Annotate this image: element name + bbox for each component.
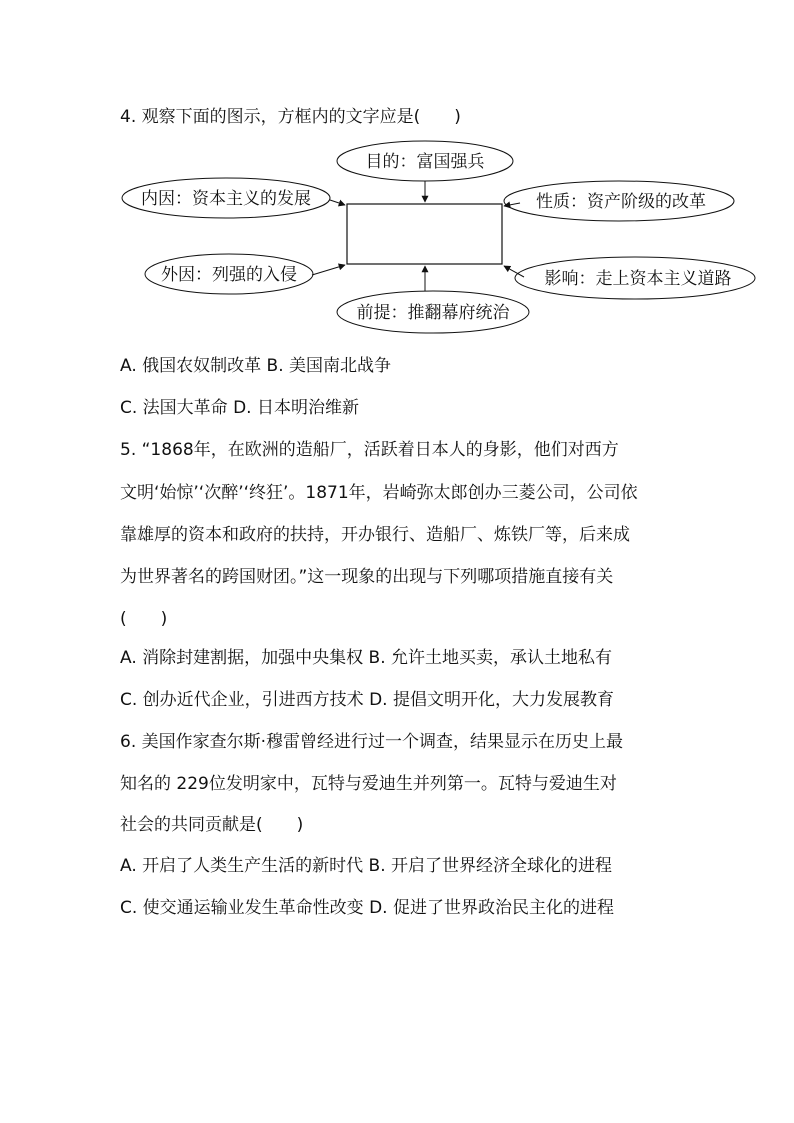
q5-stem-line-1: 5. “1868年，在欧洲的造船厂，活跃着日本人的身影，他们对西方 xyxy=(120,440,619,460)
q6-options-cd: C. 使交通运输业发生革命性改变 D. 促进了世界政治民主化的进程 xyxy=(120,898,614,918)
q4-stem: 4. 观察下面的图示，方框内的文字应是( ) xyxy=(120,107,461,127)
ellipse-nature xyxy=(504,181,734,221)
ellipse-purpose xyxy=(337,141,513,181)
ellipse-internal-cause xyxy=(122,178,330,218)
arrow-internal-cause xyxy=(330,200,345,205)
q6-options-ab: A. 开启了人类生产生活的新时代 B. 开启了世界经济全球化的进程 xyxy=(120,856,613,876)
label-precondition: 前提：推翻幕府统治 xyxy=(356,303,510,323)
label-internal-cause: 内因：资本主义的发展 xyxy=(141,189,311,209)
ellipse-precondition xyxy=(337,291,529,333)
ellipse-external-cause xyxy=(145,254,313,294)
q5-stem-line-2: 文明‘始惊’‘次醉’‘终狂’。1871年，岩崎弥太郎创办三菱公司，公司依 xyxy=(120,483,638,503)
q6-stem-line-2: 知名的 229位发明家中，瓦特与爱迪生并列第一。瓦特与爱迪生对 xyxy=(120,774,617,794)
q5-stem-line-4: 为世界著名的跨国财团。”这一现象的出现与下列哪项措施直接有关 xyxy=(120,567,614,587)
arrow-external-cause xyxy=(312,265,345,275)
arrow-influence xyxy=(504,266,524,277)
q4-options-cd: C. 法国大革命 D. 日本明治维新 xyxy=(120,398,359,418)
q4-options-ab: A. 俄国农奴制改革 B. 美国南北战争 xyxy=(120,356,392,376)
label-influence: 影响：走上资本主义道路 xyxy=(544,269,732,289)
label-external-cause: 外因：列强的入侵 xyxy=(161,265,297,285)
label-purpose: 目的：富国强兵 xyxy=(365,152,485,172)
q6-stem-line-1: 6. 美国作家查尔斯·穆雷曾经进行过一个调查，结果显示在历史上最 xyxy=(120,732,624,752)
answer-box xyxy=(347,204,502,264)
q5-stem-line-5: ( ) xyxy=(120,609,168,629)
arrow-nature xyxy=(504,203,520,206)
ellipse-influence xyxy=(515,257,755,299)
q6-stem-line-3: 社会的共同贡献是( ) xyxy=(120,815,304,835)
label-nature: 性质：资产阶级的改革 xyxy=(536,192,706,212)
q5-options-cd: C. 创办近代企业，引进西方技术 D. 提倡文明开化，大力发展教育 xyxy=(120,690,614,710)
q5-stem-line-3: 靠雄厚的资本和政府的扶持，开办银行、造船厂、炼铁厂等，后来成 xyxy=(120,525,630,545)
q5-options-ab: A. 消除封建割据，加强中央集权 B. 允许土地买卖，承认土地私有 xyxy=(120,648,613,668)
